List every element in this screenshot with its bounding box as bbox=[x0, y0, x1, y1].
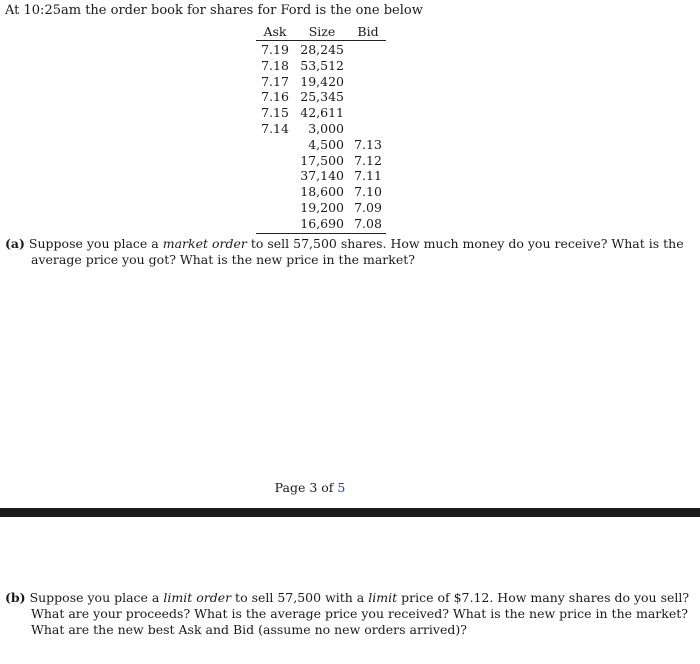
order-book-row bbox=[256, 42, 386, 58]
order-book-row bbox=[256, 74, 386, 90]
header-bid: Bid bbox=[357, 24, 379, 39]
order-book-rows bbox=[256, 41, 386, 234]
ask-price: 7.18 bbox=[261, 57, 289, 73]
question-b-limit: limit bbox=[368, 590, 398, 605]
order-book-row bbox=[256, 58, 386, 74]
bid-price: 7.09 bbox=[354, 199, 382, 215]
question-b-text-mid: to sell 57,500 with a bbox=[231, 590, 369, 605]
header-ask: Ask bbox=[263, 24, 287, 39]
bid-price: 7.12 bbox=[354, 152, 382, 168]
question-b bbox=[5, 590, 690, 638]
order-size: 18,600 bbox=[300, 184, 344, 200]
header-size: Size bbox=[308, 24, 336, 39]
bid-price: 7.11 bbox=[354, 168, 382, 184]
question-a bbox=[5, 236, 685, 268]
bid-price bbox=[350, 121, 386, 137]
bid-price bbox=[350, 89, 386, 105]
ask-price: 7.19 bbox=[261, 42, 289, 57]
question-a-text-pre: Suppose you place a bbox=[28, 236, 163, 251]
order-size: 16,690 bbox=[300, 215, 344, 231]
bid-price: 7.08 bbox=[354, 215, 382, 231]
question-a-text-post: to sell 57,500 shares. How much money do you receive? What is the bbox=[246, 236, 684, 251]
question-b-label: (b) bbox=[5, 590, 26, 605]
order-book-row bbox=[256, 216, 386, 232]
order-size: 19,420 bbox=[300, 73, 344, 89]
question-b-text-post: price of $7.12. How many shares do you sell? bbox=[397, 590, 690, 605]
order-size: 53,512 bbox=[300, 57, 344, 73]
ask-price bbox=[256, 200, 294, 216]
ask-price: 7.17 bbox=[261, 73, 289, 89]
ask-price: 7.15 bbox=[261, 105, 289, 121]
order-book-row bbox=[256, 153, 386, 169]
order-book-row bbox=[256, 184, 386, 200]
order-size: 17,500 bbox=[300, 152, 344, 168]
bid-price bbox=[350, 105, 386, 121]
order-book-row bbox=[256, 137, 386, 153]
bid-price bbox=[350, 74, 386, 90]
bid-price: 7.10 bbox=[354, 184, 382, 200]
order-size: 3,000 bbox=[308, 120, 344, 136]
order-book-table bbox=[256, 24, 386, 234]
ask-price bbox=[256, 216, 294, 232]
page-number: 3 bbox=[309, 480, 318, 495]
bid-price bbox=[350, 58, 386, 74]
order-book-header bbox=[256, 24, 386, 41]
question-a-market-order: market order bbox=[162, 236, 247, 251]
page-footer bbox=[0, 480, 620, 495]
order-size: 42,611 bbox=[300, 105, 344, 121]
page-break-bar bbox=[0, 508, 700, 517]
ask-price bbox=[256, 153, 294, 169]
order-book-row bbox=[256, 200, 386, 216]
page-total-link[interactable]: 5 bbox=[337, 480, 346, 495]
ask-price: 7.16 bbox=[261, 89, 289, 105]
question-b-limit-order: limit order bbox=[163, 590, 232, 605]
ask-price bbox=[256, 137, 294, 153]
intro-text: At 10:25am the order book for shares for Ford is the one below bbox=[5, 3, 423, 18]
order-book-row bbox=[256, 89, 386, 105]
question-a-line2: average price you got? What is the new price in the market? bbox=[31, 252, 415, 267]
page-word: Page bbox=[274, 480, 306, 495]
question-a-label: (a) bbox=[5, 236, 25, 251]
order-size: 37,140 bbox=[300, 168, 344, 184]
order-book-row bbox=[256, 105, 386, 121]
bid-price bbox=[350, 42, 386, 58]
question-b-text-pre: Suppose you place a bbox=[29, 590, 164, 605]
order-book-row bbox=[256, 168, 386, 184]
ask-price bbox=[256, 168, 294, 184]
ask-price: 7.14 bbox=[261, 120, 289, 136]
of-word: of bbox=[321, 480, 334, 495]
bid-price: 7.13 bbox=[354, 136, 382, 152]
question-b-line2: What are your proceeds? What is the average price you received? What is the new price in the market? bbox=[31, 606, 688, 621]
order-size: 28,245 bbox=[300, 42, 344, 57]
ask-price bbox=[256, 184, 294, 200]
question-b-line3: What are the new best Ask and Bid (assume no new orders arrived)? bbox=[31, 622, 467, 637]
order-size: 4,500 bbox=[308, 136, 344, 152]
order-size: 19,200 bbox=[300, 199, 344, 215]
order-size: 25,345 bbox=[300, 89, 344, 105]
order-book-row bbox=[256, 121, 386, 137]
